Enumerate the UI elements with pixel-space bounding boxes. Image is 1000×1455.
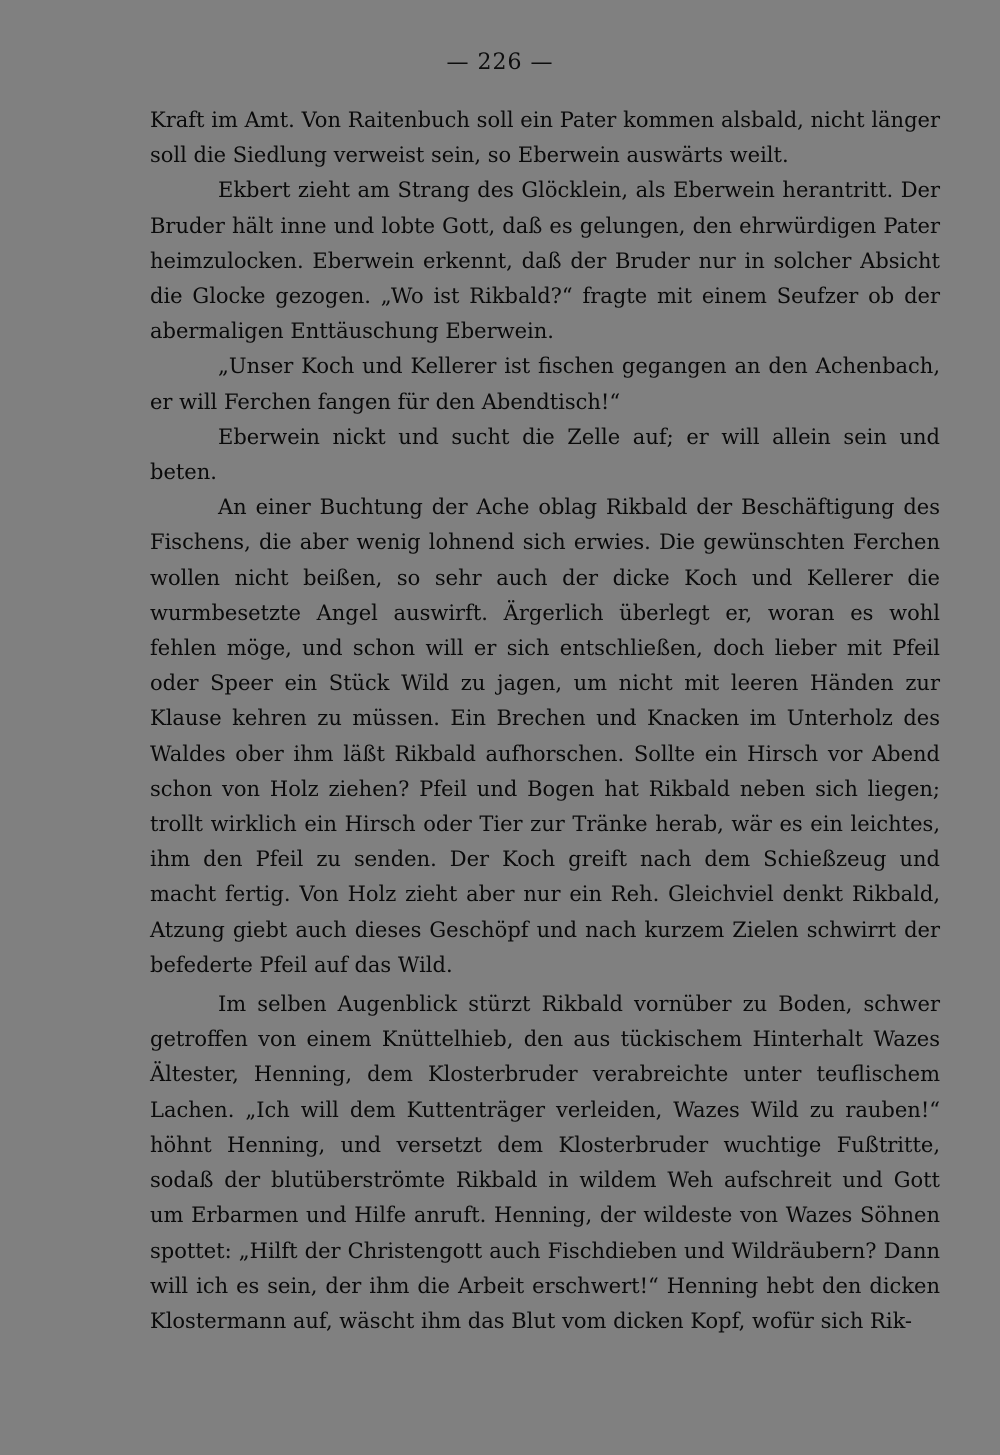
paragraph: An einer Buchtung der Ache oblag Rikbald der Beschäftigung des Fischens, die aber wenig lohnend sich erwies. Die gewünschten Ferchen wollen nicht beißen, so sehr auch der dicke Koch und Kellerer die wurmbesetzte Angel auswirft. Ärgerlich überlegt er, woran es wohl fehlen möge, und schon will er sich entschließen, doch lieber mit Pfeil oder Speer ein Stück Wild zu jagen, um nicht mit leeren Händen zur Klause kehren zu müssen. Ein Brechen und Knacken im Unterholz des Waldes ober ihm läßt Rikbald aufhorschen. Sollte ein Hirsch vor Abend schon von Holz ziehen? Pfeil und Bogen hat Rikbald neben sich liegen; trollt wirklich ein Hirsch oder Tier zur Tränke herab, wär es ein leichtes, ihm den Pfeil zu senden. Der Koch greift nach dem Schießzeug und macht fertig. Von Holz zieht aber nur ein Reh. Gleichviel denkt Rikbald, Atzung giebt auch dieses Geschöpf und nach kurzem Zielen schwirrt der befederte Pfeil auf das Wild.: [150, 495, 940, 977]
paragraph: Ekbert zieht am Strang des Glöcklein, als Eberwein herantritt. Der Bruder hält inne und lobte Gott, daß es gelungen, den ehrwürdigen Pater heimzulocken. Eberwein erkennt, daß der Bruder nur in solcher Absicht die Glocke gezogen. „Wo ist Rikbald?“ fragte mit einem Seufzer ob der abermaligen Enttäuschung Eberwein.: [150, 178, 940, 344]
paragraph: Eberwein nickt und sucht die Zelle auf; er will allein sein und beten.: [150, 424, 940, 485]
page-number: — 226 —: [446, 50, 554, 75]
paragraph: Im selben Augenblick stürzt Rikbald vornüber zu Boden, schwer getroffen von einem Knüttelhieb, den aus tückischem Hinterhalt Wazes Ältester, Henning, dem Klosterbruder verabreichte unter teuflischem Lachen. „Ich will dem Kuttenträger verleiden, Wazes Wild zu rauben!“ höhnt Henning, und versetzt dem Klosterbruder wuchtige Fußtritte, sodaß der blutüberströmte Rikbald in wildem Weh aufschreit und Gott um Erbarmen und Hilfe anruft. Henning, der wildeste von Wazes Söhnen spottet: „Hilft der Christengott auch Fischdieben und Wildräubern? Dann will ich es sein, der ihm die Arbeit erschwert!“ Henning hebt den dicken Klostermann auf, wäscht ihm das Blut vom dicken Kopf, wofür sich Rik-: [150, 992, 940, 1333]
body-text: [150, 103, 940, 1339]
paragraph: „Unser Koch und Kellerer ist fischen gegangen an den Achenbach, er will Ferchen fangen für den Abendtisch!“: [150, 354, 940, 414]
paragraph: Kraft im Amt. Von Raitenbuch soll ein Pater kommen alsbald, nicht länger soll die Siedlung verweist sein, so Eberwein auswärts weilt.: [150, 108, 940, 168]
